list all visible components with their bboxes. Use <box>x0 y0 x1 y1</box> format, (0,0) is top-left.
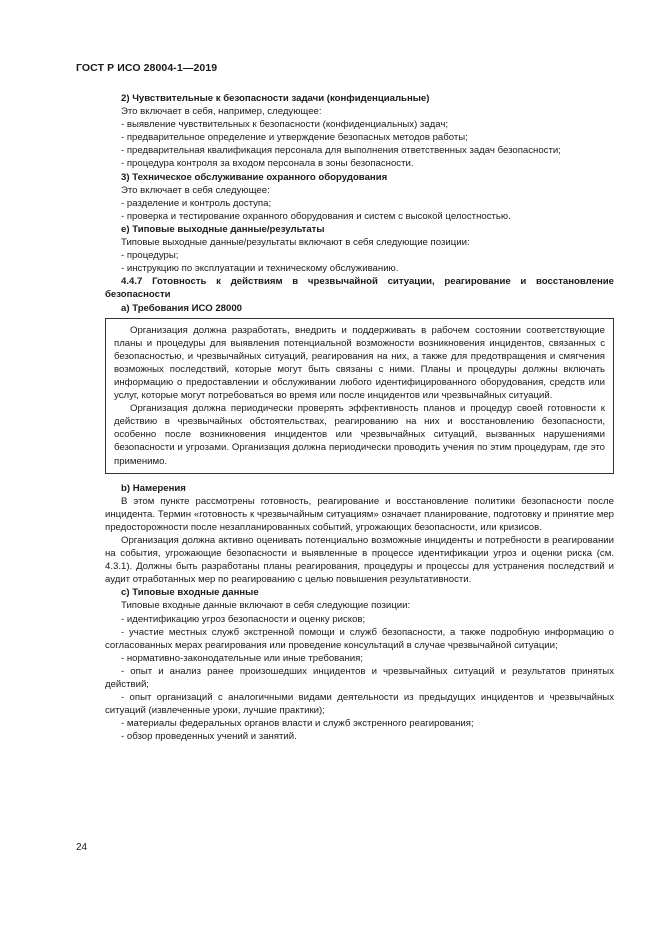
clause-title: 4.4.7 Готовность к действиям в чрезвычайной ситуации, реагирование и восстановление безопасности <box>105 276 614 301</box>
list-item: - материалы федеральных органов власти и служб экстренного реагирования; <box>121 718 474 730</box>
list-item: - опыт и анализ ранее произошедших инцидентов и чрезвычайных ситуаций и результатов принятых действий; <box>105 665 614 691</box>
list-item: - процедура контроля за входом персонала в зоны безопасности. <box>121 158 414 170</box>
list-item: - идентификацию угроз безопасности и оценку рисков; <box>121 613 366 625</box>
paragraph: Организация должна активно оценивать потенциально возможные инциденты и потребности в реагировании на события, угрожающие безопасности и выявленные в процессе идентификации угроз и оценки риска (см. 4.3.1). Должны быть разработаны планы реагирования, процедуры и процессы для устранения последствий и аудит отработанных мер по реагированию с целью повышения результативности. <box>105 535 614 586</box>
section-title: с) Типовые входные данные <box>121 587 259 599</box>
list-item: - предварительная квалификация персонала для выполнения ответственных задач безопасности; <box>121 145 561 157</box>
section-title: 2) Чувствительные к безопасности задачи (конфиденциальные) <box>121 93 430 104</box>
list-item: - нормативно-законодательные или иные требования; <box>121 652 364 664</box>
section-intro: Типовые выходные данные/результаты включают в себя следующие позиции: <box>121 237 470 249</box>
section-title: е) Типовые выходные данные/результаты <box>121 223 325 235</box>
list-item: - выявление чувствительных к безопасности (конфиденциальных) задач; <box>121 119 449 131</box>
list-item: - обзор проведенных учений и занятий. <box>121 731 297 743</box>
section-intro: Типовые входные данные включают в себя следующие позиции: <box>121 600 411 612</box>
list-item: - участие местных служб экстренной помощи и служб безопасности, а также подробную информацию о согласованных мерах реагирования или проведение консультаций в случае чрезвычайной ситуации; <box>105 626 614 651</box>
requirements-box <box>105 318 614 474</box>
section-title: 3) Техническое обслуживание охранного оборудования <box>121 171 388 183</box>
section-intro: Это включает в себя, например, следующее: <box>121 106 322 118</box>
list-item: - проверка и тестирование охранного оборудования и систем с высокой целостностью. <box>121 210 511 222</box>
list-item: - опыт организаций с аналогичными видами деятельности из предыдущих инцидентов и чрезвычайных ситуаций (извлеченные уроки, лучшие практики); <box>105 692 614 717</box>
list-item: - инструкцию по эксплуатации и техническому обслуживанию. <box>121 263 399 275</box>
list-item: - процедуры; <box>121 250 179 262</box>
list-item: - предварительное определение и утверждение безопасных методов работы; <box>121 132 468 144</box>
list-item: - разделение и контроль доступа; <box>121 197 272 209</box>
subsection-title: а) Требования ИСО 28000 <box>121 302 242 314</box>
page-number: 24 <box>76 842 88 853</box>
document-body <box>105 92 614 744</box>
paragraph: В этом пункте рассмотрены готовность, реагирование и восстановление политики безопасности после инцидента. Термин «готовность к чрезвычайным ситуациям» означает планирование, подготовку и принятие мер предосторожности после незапланированных событий, угрожающих безопасности, или кризисов. <box>105 495 614 533</box>
box-paragraph: Организация должна разработать, внедрить и поддерживать в рабочем состоянии соответствующие планы и процедуры для выявления потенциальной возможности возникновения инцидентов, связанных с безопасностью, и чрезвычайных ситуаций, реагирования на них, а также для предотвращения и смягчения возможных последствий, которые могут быть связаны с ними. Планы и процедуры должны включать информацию о предоставлении и обслуживании любого идентифицированного оборудования, средств или услуг, которые могут потребоваться во время или после инцидентов или чрезвычайных ситуаций. <box>114 324 605 402</box>
box-paragraph: Организация должна периодически проверять эффективность планов и процедур своей готовности к действию в чрезвычайных обстоятельствах, реагированию на них и восстановлению безопасности, особенно после возникновения инцидентов или чрезвычайных ситуаций, вызванных нарушениями безопасности и угрозами. Организация должна периодически проводить учения по этим процедурам, где это применимо. <box>114 403 605 467</box>
document-header: ГОСТ Р ИСО 28004-1—2019 <box>76 62 218 74</box>
section-intro: Это включает в себя следующее: <box>121 184 270 196</box>
section-title: b) Намерения <box>121 482 186 494</box>
